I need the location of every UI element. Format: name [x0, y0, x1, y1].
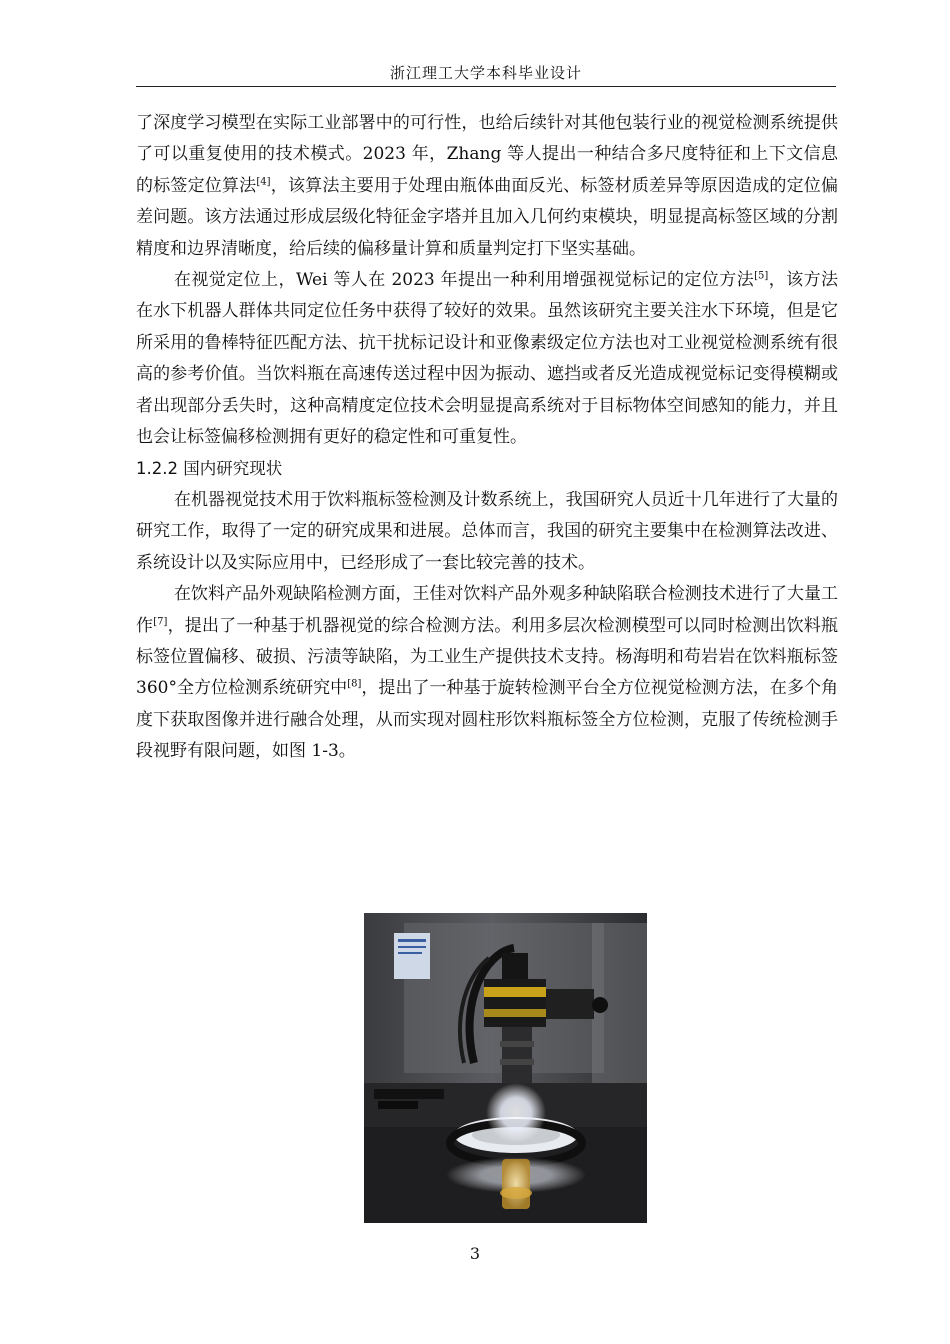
paragraph-4-text-b: ，提出了一种基于机器视觉的综合检测方法。利用多层次检测模型可以同时检测出饮料瓶标签位置偏移、破损、污渍等缺陷，为工业生产提供技术支持。杨海明和苟岩岩在饮料瓶标签 360°全方位检测系统研究中: [136, 615, 839, 699]
paragraph-1: [136, 108, 838, 265]
citation-4[interactable]: [4]: [256, 176, 271, 188]
citation-7[interactable]: [7]: [153, 615, 168, 627]
paragraph-1-text-a: 了深度学习模型在实际工业部署中的可行性，也给后续针对其他包装行业的视觉检测系统提供了可以重复使用的技术模式。2023 年，Zhang 等人提出一种结合多尺度特征和上下文信息的标签定位算法: [136, 113, 838, 196]
paragraph-4-text-a: 在饮料产品外观缺陷检测方面，王佳对饮料产品外观多种缺陷联合检测技术进行了大量工作: [136, 584, 838, 636]
citation-8[interactable]: [8]: [347, 678, 362, 690]
main-text: [136, 108, 838, 768]
running-header: 浙江理工大学本科毕业设计: [389, 64, 582, 82]
header-divider: [136, 86, 836, 87]
citation-5[interactable]: [5]: [754, 270, 769, 282]
figure-photo: [364, 913, 647, 1223]
paragraph-2: [136, 265, 838, 453]
paragraph-3: 在机器视觉技术用于饮料瓶标签检测及计数系统上，我国研究人员近十几年进行了大量的研究工作，取得了一定的研究成果和进展。总体而言，我国的研究主要集中在检测算法改进、系统设计以及实际应用中，已经形成了一套比较完善的技术。: [136, 489, 838, 573]
section-heading: 1.2.2 国内研究现状: [136, 459, 283, 479]
paragraph-4-text-c: ，提出了一种基于旋转检测平台全方位视觉检测方法，在多个角度下获取图像并进行融合处理，从而实现对圆柱形饮料瓶标签全方位检测，克服了传统检测手段视野有限问题，如图 1-3。: [136, 678, 839, 762]
paragraph-2-text-a: 在视觉定位上，Wei 等人在 2023 年提出一种利用增强视觉标记的定位方法: [174, 270, 755, 291]
camera-rig-illustration: [364, 913, 647, 1223]
paragraph-2-text-b: ，该方法在水下机器人群体共同定位任务中获得了较好的效果。虽然该研究主要关注水下环境，但是它所采用的鲁棒特征匹配方法、抗干扰标记设计和亚像素级定位方法也对工业视觉检测系统有很高的参考价值。当饮料瓶在高速传送过程中因为振动、遮挡或者反光造成视觉标记变得模糊或者出现部分丢失时，这种高精度定位技术会明显提高系统对于目标物体空间感知的能力，并且也会让标签偏移检测拥有更好的稳定性和可重复性。: [136, 270, 838, 448]
paragraph-1-text-b: ，该算法主要用于处理由瓶体曲面反光、标签材质差异等原因造成的定位偏差问题。该方法通过形成层级化特征金字塔并且加入几何约束模块，明显提高标签区域的分割精度和边界清晰度，给后续的偏移量计算和质量判定打下坚实基础。: [136, 175, 839, 259]
page-number: 3: [469, 1244, 481, 1263]
paragraph-4: [136, 579, 838, 767]
